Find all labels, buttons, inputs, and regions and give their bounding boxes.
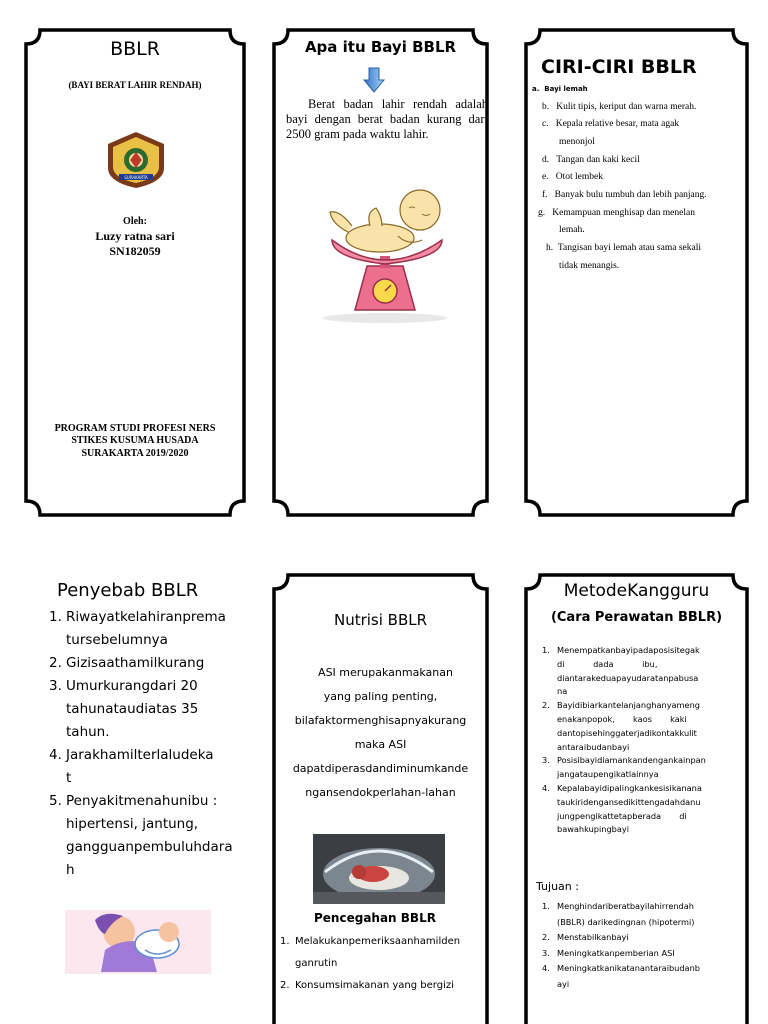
goal-item: 3. Meningkatkanpemberian ASI	[542, 947, 675, 958]
characteristic-item: b. Kulit tipis, keriput dan warna merah.	[542, 102, 697, 112]
logo-lettering: SURAKARTA	[124, 175, 148, 180]
cause-item: 4. Jarakhamilterlaludeka t	[49, 747, 214, 786]
mother-baby-illustration	[65, 910, 211, 974]
characteristic-item: d. Tangan dan kaki kecil	[542, 155, 640, 165]
nutrition-title: Nutrisi BBLR	[333, 611, 428, 629]
kangaroo-step: 1. Menempatkanbayipadaposisitegak di dada ibu, diantarakeduapayudaratanpabusa na	[542, 645, 700, 697]
cover-subtitle: (BAYI BERAT LAHIR RENDAH)	[68, 80, 202, 90]
panel-cover	[26, 30, 244, 515]
goal-item: 2. Menstabilkanbayi	[542, 932, 629, 943]
panel-nutrition	[274, 575, 487, 1024]
kangaroo-step: 3. Posisibayidiamankandengankainpan jangataupengikatlainnya	[542, 755, 706, 780]
causes-list	[49, 606, 249, 882]
panel-causes	[45, 576, 250, 996]
kangaroo-title: MetodeKangguru	[563, 581, 710, 601]
author-name: Luzy ratna sari	[95, 229, 175, 243]
prevention-title: Pencegahan BBLR	[314, 911, 436, 925]
causes-title: Penyebab BBLR	[57, 580, 199, 601]
cover-title: BBLR	[110, 38, 160, 60]
cause-item: 1. Riwayatkelahiranprema tursebelumnya	[49, 609, 226, 648]
goal-label: Tujuan :	[536, 880, 579, 893]
goal-list	[542, 899, 742, 993]
kangaroo-steps	[542, 644, 742, 837]
characteristic-item: f. Banyak bulu tumbuh dan lebih panjang.	[542, 190, 707, 200]
characteristic-item: c. Kepala relative besar, mata agak	[542, 119, 680, 129]
panel-kangaroo-method	[526, 575, 747, 1024]
baby-on-scale-illustration	[312, 188, 458, 324]
characteristic-item: h. Tangisan bayi lemah atau sama sekali	[546, 243, 701, 253]
characteristic-item: e. Otot lembek	[542, 172, 603, 182]
prevention-item: 1. Melakukanpemeriksaanhamilden ganrutin	[280, 936, 461, 969]
definition-title: Apa itu Bayi BBLR	[304, 38, 457, 56]
characteristic-item: tidak menangis.	[559, 261, 620, 271]
characteristic-item: lemah.	[559, 225, 585, 235]
prevention-item: 2. Konsumsimakanan yang bergizi	[280, 980, 454, 991]
panel-definition	[274, 30, 487, 515]
student-id: SN182059	[109, 244, 161, 258]
author-by-label: Oleh:	[123, 216, 147, 227]
nutrition-text: ASI merupakanmakanan yang paling penting, bilafaktormenghisapnyakurang maka ASI dapatdiperasdandiminumkande ngansendokperlahan-lahan	[292, 666, 469, 799]
kangaroo-step: 2. Bayidibiarkantelanjanghanyameng enakanpopok, kaos kaki dantopisehinggaterjadikontakkulit antaraibudanbayi	[542, 700, 700, 752]
institution-logo	[104, 130, 168, 190]
cause-item: 2. Gizisaathamilkurang	[49, 655, 205, 671]
characteristics-title: CIRI-CIRI BBLR	[541, 56, 697, 78]
cause-item: 3. Umurkurangdari 20 tahunataudiatas 35 tahun.	[49, 678, 199, 740]
arrow-down-icon	[362, 66, 386, 94]
program-line-3: SURAKARTA 2019/2020	[81, 448, 189, 459]
goal-item: 4. Meningkatkanikatanantaraibudanb ayi	[542, 963, 700, 989]
prevention-list	[280, 931, 485, 997]
definition-text: Berat badan lahir rendah adalah bayi dengan berat badan kurang dari 2500 gram pada waktu lahir.	[286, 97, 488, 141]
panel-characteristics	[526, 30, 747, 515]
characteristic-item: menonjol	[559, 137, 595, 147]
program-line-2: STIKES KUSUMA HUSADA	[71, 435, 199, 446]
goal-item: 1. Menghindariberatbayilahirrendah (BBLR) darikedingnan (hipotermi)	[542, 901, 695, 927]
characteristic-item: a. Bayi lemah	[532, 85, 588, 93]
characteristic-item: g. Kemampuan menghisap dan menelan	[538, 208, 695, 218]
kangaroo-subtitle: (Cara Perawatan BBLR)	[550, 610, 723, 625]
program-line-1: PROGRAM STUDI PROFESI NERS	[54, 423, 216, 434]
kangaroo-step: 4. Kepalabayidipalingkankesisikanana taukiridengansedikittengadahdanu jungpengikattetapberada di bawahkupingbayi	[542, 782, 702, 835]
cause-item: 5. Penyakitmenahunibu : hipertensi, jantung, gangguanpembuluhdara h	[49, 793, 233, 878]
incubator-photo	[313, 834, 445, 904]
